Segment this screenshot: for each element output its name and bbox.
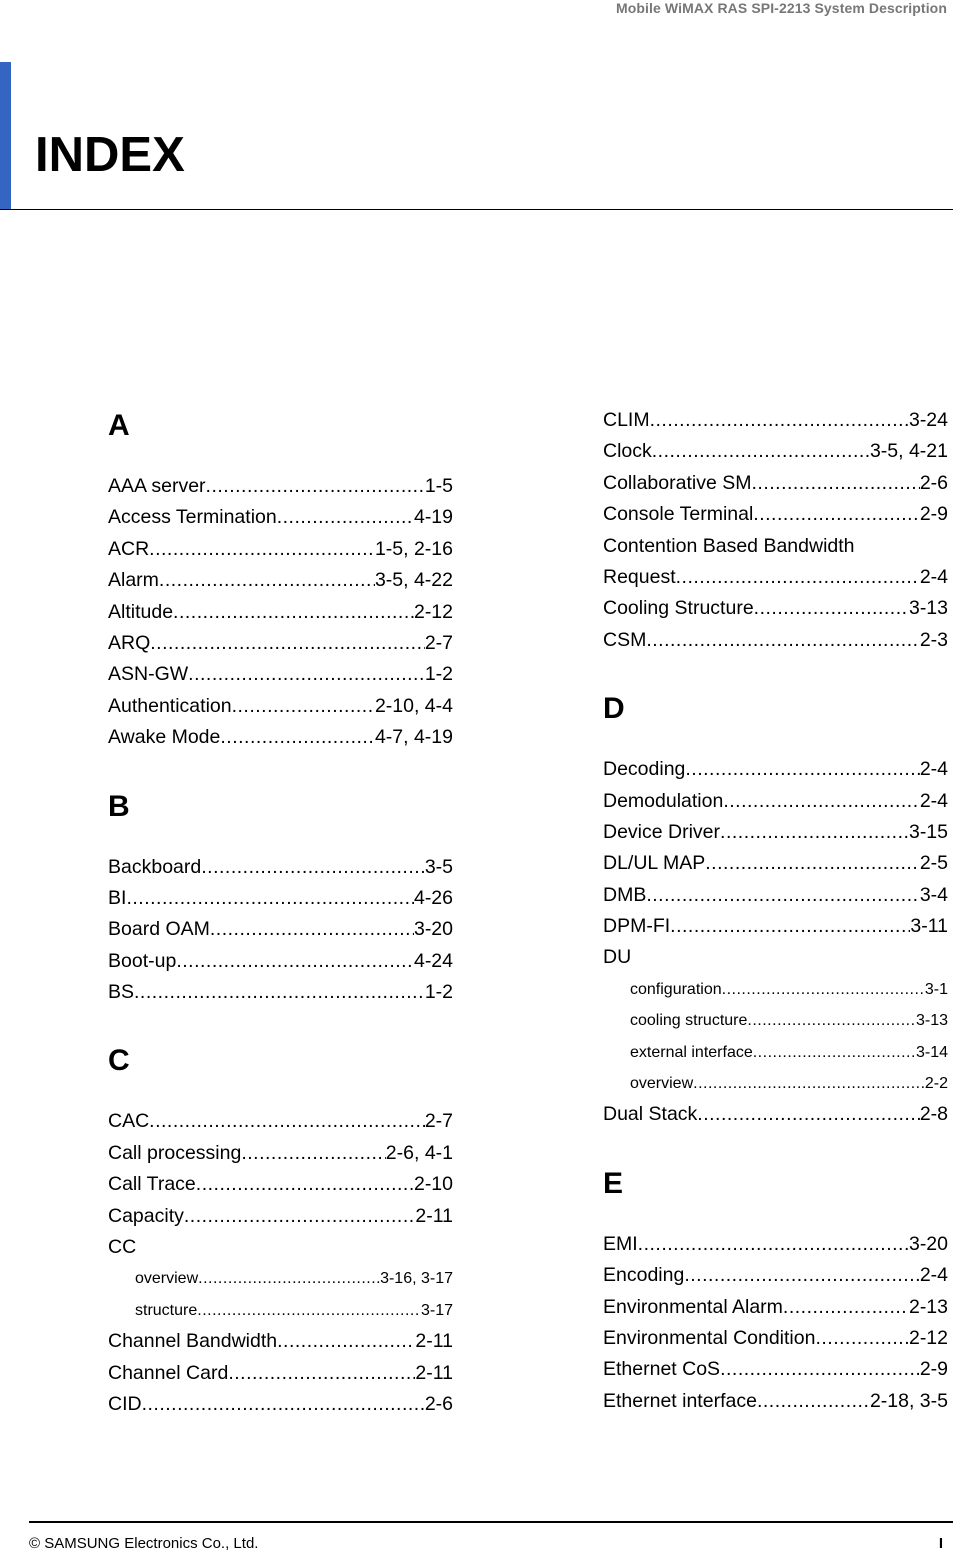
entry-page-reference: 3-13: [915, 1012, 948, 1030]
entry-page-reference: 3-16, 3-17: [380, 1270, 453, 1288]
dot-leader: [210, 914, 414, 945]
dot-leader: [783, 1292, 909, 1323]
index-entry: [108, 946, 453, 977]
index-section: [603, 1163, 948, 1417]
dot-leader: [705, 848, 920, 879]
index-section: [108, 405, 453, 754]
entry-term: BS: [108, 981, 135, 1004]
index-entry: [603, 1386, 948, 1417]
index-entry: [108, 1232, 453, 1263]
entry-term: DPM-FI: [603, 915, 671, 938]
index-entry: [603, 1099, 948, 1130]
entry-page-reference: 4-19: [413, 506, 453, 529]
entry-term: Boot-up: [108, 949, 177, 972]
entry-term: ASN-GW: [108, 663, 189, 686]
entry-term: overview: [630, 1075, 694, 1093]
dot-leader: [638, 1229, 909, 1260]
index-entry: [108, 628, 453, 659]
dot-leader: [757, 1386, 870, 1417]
dot-leader: [149, 1106, 425, 1137]
index-entry: [603, 1229, 948, 1260]
index-entry: [108, 502, 453, 533]
entry-page-reference: 3-5: [424, 855, 453, 878]
entry-page-reference: 4-24: [413, 949, 453, 972]
dot-leader: [241, 1138, 385, 1169]
entry-term: Clock: [603, 440, 652, 463]
entry-term: Demodulation: [603, 789, 724, 812]
dot-leader: [188, 659, 425, 690]
entry-term: Alarm: [108, 569, 159, 592]
entry-term: Capacity: [108, 1204, 184, 1227]
entry-page-reference: 2-9: [919, 1358, 948, 1381]
index-entry: [603, 593, 948, 624]
entry-term: external interface: [630, 1043, 753, 1061]
dot-leader: [685, 754, 919, 785]
index-entry: [108, 977, 453, 1008]
entry-page-reference: 3-20: [908, 1232, 948, 1255]
footer-copyright: © SAMSUNG Electronics Co., Ltd.: [29, 1535, 259, 1552]
entry-page-reference: 4-26: [413, 886, 453, 909]
title-accent-bar: [0, 62, 11, 210]
entry-page-reference: 4-7, 4-19: [374, 726, 453, 749]
entry-page-reference: 3-24: [908, 409, 948, 431]
dot-leader: [747, 1005, 916, 1036]
entry-page-reference: 2-11: [415, 1330, 453, 1353]
dot-leader: [753, 499, 920, 530]
entry-page-reference: 3-4: [919, 883, 948, 906]
entry-term: Device Driver: [603, 820, 721, 843]
entry-term: Backboard: [108, 855, 202, 878]
entry-term: AAA server: [108, 475, 206, 497]
dot-leader: [150, 628, 425, 659]
index-section: [603, 688, 948, 1131]
index-entry: [603, 942, 948, 973]
index-entry: [108, 883, 453, 914]
index-entry: [603, 468, 948, 499]
section-letter-heading: C: [108, 1044, 130, 1078]
index-entry: [603, 1323, 948, 1354]
index-entry: [603, 1292, 948, 1323]
index-entry: [108, 1138, 453, 1169]
entry-page-reference: 2-9: [919, 503, 948, 526]
dot-leader: [753, 1037, 916, 1068]
index-entry: [108, 691, 453, 722]
index-entry: [603, 754, 948, 785]
index-subentry: [603, 1068, 948, 1099]
dot-leader: [134, 977, 425, 1008]
entry-page-reference: 1-2: [424, 663, 453, 686]
entry-term: Access Termination: [108, 506, 277, 529]
index-entry: [108, 597, 453, 628]
dot-leader: [277, 1326, 415, 1357]
entry-page-reference: 1-5: [424, 475, 453, 497]
entry-term: CSM: [603, 628, 647, 651]
entry-term: BI: [108, 886, 127, 909]
dot-leader: [196, 1169, 414, 1200]
index-entry: [108, 1326, 453, 1357]
entry-term: Request: [603, 565, 676, 588]
entry-page-reference: 2-10: [413, 1173, 453, 1196]
index-entry: [108, 1389, 453, 1420]
dot-leader: [693, 1068, 925, 1099]
index-subentry: [603, 1037, 948, 1068]
index-entry: [603, 880, 948, 911]
entry-term: DMB: [603, 883, 647, 906]
entry-term: structure: [135, 1301, 198, 1319]
index-section: [108, 786, 453, 1009]
dot-leader: [173, 597, 414, 628]
dot-leader: [197, 1295, 421, 1326]
index-entry: [603, 499, 948, 530]
entry-page-reference: 2-6: [424, 1392, 453, 1415]
index-entry: [108, 565, 453, 596]
entry-page-reference: 2-2: [924, 1075, 948, 1093]
dot-leader: [142, 1389, 425, 1420]
index-entry: [108, 659, 453, 690]
index-entry: [603, 531, 948, 562]
dot-leader: [206, 471, 425, 502]
dot-leader: [126, 883, 414, 914]
index-subentry: [108, 1263, 453, 1294]
entry-page-reference: 3-11: [910, 915, 948, 938]
dot-leader: [176, 946, 414, 977]
entry-page-reference: 3-14: [915, 1043, 948, 1061]
entry-term: CC: [108, 1236, 137, 1259]
entry-page-reference: 2-8: [919, 1103, 948, 1126]
index-entry: [603, 562, 948, 593]
entry-term: Call processing: [108, 1141, 242, 1164]
dot-leader: [646, 880, 919, 911]
entry-term: ACR: [108, 537, 150, 560]
entry-term: Dual Stack: [603, 1103, 698, 1126]
entry-page-reference: 2-13: [908, 1295, 948, 1318]
page-title: INDEX: [35, 128, 185, 182]
entry-page-reference: 2-4: [919, 789, 948, 812]
dot-leader: [676, 562, 920, 593]
entry-page-reference: 2-3: [919, 628, 948, 651]
footer-divider: [29, 1521, 953, 1523]
index-entry: [603, 1260, 948, 1291]
entry-page-reference: 3-1: [924, 980, 948, 998]
index-entry: [108, 1358, 453, 1389]
index-entry: [603, 911, 948, 942]
index-entry: [108, 1106, 453, 1137]
index-entry: [108, 914, 453, 945]
entry-term: configuration: [630, 980, 722, 998]
entry-term: Altitude: [108, 600, 174, 623]
index-section: [108, 1040, 453, 1420]
entry-term: DU: [603, 946, 632, 969]
dot-leader: [670, 911, 910, 942]
dot-leader: [220, 722, 375, 753]
entry-term: Authentication: [108, 694, 232, 717]
index-entry: [108, 1169, 453, 1200]
entry-page-reference: 3-20: [413, 918, 453, 941]
entry-page-reference: 1-5, 2-16: [374, 537, 453, 560]
section-letter-heading: D: [603, 692, 625, 726]
dot-leader: [754, 593, 909, 624]
index-entry: [108, 1201, 453, 1232]
index-entry: [108, 852, 453, 883]
entry-term: Environmental Condition: [603, 1326, 816, 1349]
entry-page-reference: 3-13: [908, 597, 948, 620]
index-entry: [603, 436, 948, 467]
index-entry: [108, 471, 453, 502]
footer-page-number: I: [938, 1535, 943, 1552]
dot-leader: [184, 1201, 416, 1232]
entry-page-reference: 2-6, 4-1: [385, 1141, 453, 1164]
entry-page-reference: 1-2: [424, 981, 453, 1004]
entry-term: CID: [108, 1392, 142, 1415]
entry-term: Decoding: [603, 758, 686, 781]
entry-term: Console Terminal: [603, 503, 754, 526]
entry-term: CAC: [108, 1110, 150, 1133]
entry-term: Environmental Alarm: [603, 1295, 783, 1318]
entry-term: Cooling Structure: [603, 597, 754, 620]
entry-page-reference: 3-5, 4-22: [374, 569, 453, 592]
index-section: [603, 405, 948, 656]
entry-page-reference: 2-5: [919, 852, 948, 875]
entry-term: Ethernet CoS: [603, 1358, 721, 1381]
dot-leader: [720, 1354, 920, 1385]
dot-leader: [720, 817, 909, 848]
entry-page-reference: 2-12: [413, 600, 453, 623]
entry-term: Channel Bandwidth: [108, 1330, 278, 1353]
entry-term: Call Trace: [108, 1173, 196, 1196]
entry-term: Contention Based Bandwidth: [603, 534, 855, 557]
dot-leader: [646, 625, 919, 656]
entry-page-reference: 3-5, 4-21: [869, 440, 948, 463]
index-column-left: [108, 405, 453, 1452]
index-entry: [603, 786, 948, 817]
section-letter-heading: E: [603, 1166, 624, 1200]
dot-leader: [198, 1263, 380, 1294]
dot-leader: [652, 436, 870, 467]
entry-page-reference: 2-4: [919, 758, 948, 781]
entry-page-reference: 2-6: [919, 471, 948, 494]
entry-page-reference: 3-17: [420, 1301, 453, 1319]
entry-term: Awake Mode: [108, 726, 221, 749]
index-entry: [108, 534, 453, 565]
index-subentry: [603, 1005, 948, 1036]
index-entry: [603, 405, 948, 436]
entry-term: DL/UL MAP: [603, 852, 706, 875]
title-divider: [0, 209, 953, 210]
entry-page-reference: 2-4: [919, 565, 948, 588]
dot-leader: [650, 405, 909, 436]
dot-leader: [159, 565, 375, 596]
entry-page-reference: 2-18, 3-5: [869, 1389, 948, 1412]
entry-page-reference: 2-11: [415, 1204, 453, 1227]
section-letter-heading: A: [108, 409, 130, 442]
entry-term: Channel Card: [108, 1361, 229, 1384]
entry-term: cooling structure: [630, 1012, 748, 1030]
entry-page-reference: 2-12: [908, 1326, 948, 1349]
dot-leader: [149, 534, 375, 565]
dot-leader: [684, 1260, 919, 1291]
index-subentry: [108, 1295, 453, 1326]
entry-term: Board OAM: [108, 918, 210, 941]
dot-leader: [232, 691, 375, 722]
index-entry: [603, 848, 948, 879]
entry-page-reference: 2-11: [415, 1361, 453, 1384]
dot-leader: [751, 468, 919, 499]
index-entry: [603, 817, 948, 848]
entry-term: ARQ: [108, 631, 151, 654]
dot-leader: [201, 852, 425, 883]
index-column-right: [603, 405, 948, 1449]
entry-page-reference: 3-15: [908, 820, 948, 843]
index-entry: [603, 1354, 948, 1385]
index-entry: [108, 722, 453, 753]
dot-leader: [723, 786, 919, 817]
dot-leader: [277, 502, 414, 533]
entry-page-reference: 2-4: [919, 1264, 948, 1287]
entry-page-reference: 2-7: [424, 631, 453, 654]
dot-leader: [722, 974, 925, 1005]
index-subentry: [603, 974, 948, 1005]
section-letter-heading: B: [108, 789, 130, 823]
dot-leader: [228, 1358, 415, 1389]
entry-term: Ethernet interface: [603, 1389, 757, 1412]
index-entry: [603, 625, 948, 656]
dot-leader: [815, 1323, 909, 1354]
entry-term: Collaborative SM: [603, 471, 752, 494]
entry-page-reference: 2-7: [424, 1110, 453, 1133]
entry-term: overview: [135, 1270, 199, 1288]
entry-page-reference: 2-10, 4-4: [374, 694, 453, 717]
running-header: Mobile WiMAX RAS SPI-2213 System Description: [615, 0, 947, 16]
entry-term: CLIM: [603, 409, 650, 431]
dot-leader: [697, 1099, 920, 1130]
entry-term: Encoding: [603, 1264, 685, 1287]
entry-term: EMI: [603, 1232, 638, 1255]
